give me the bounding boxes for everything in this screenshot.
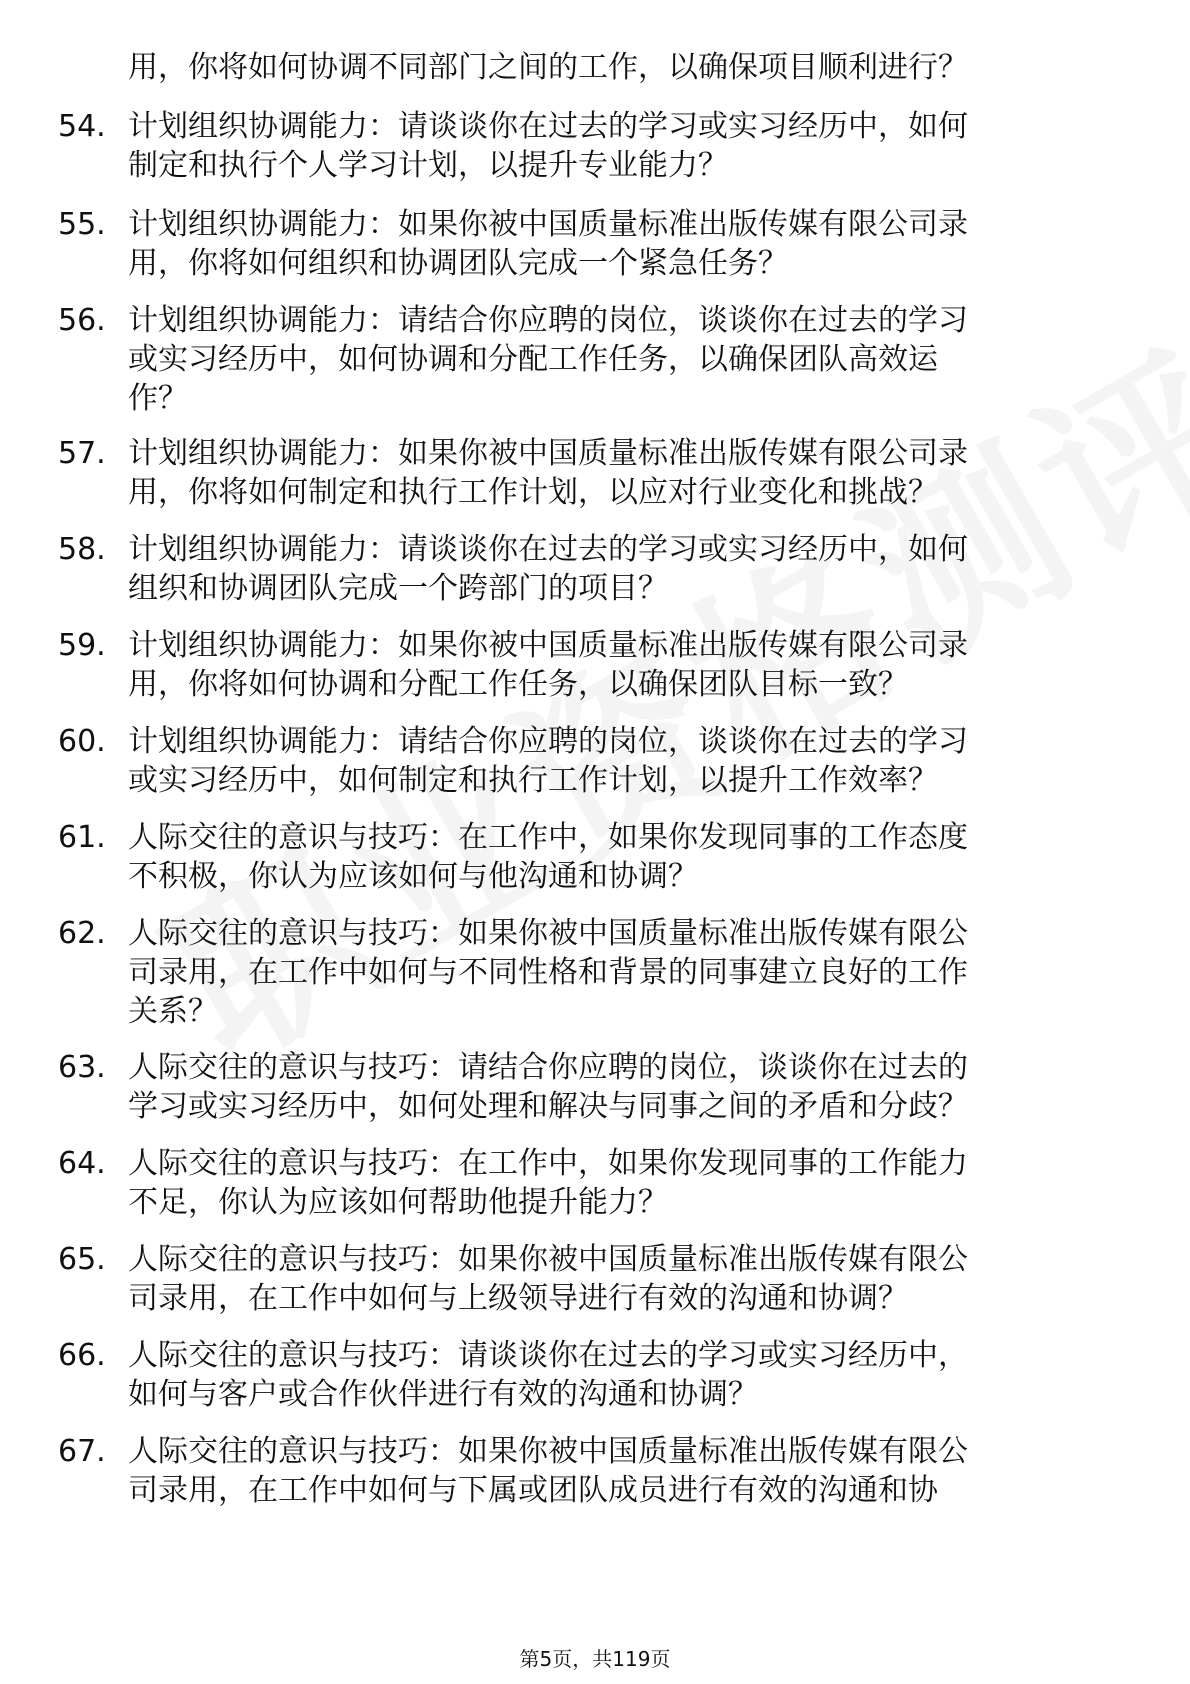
question-line: 用，你将如何协调和分配工作任务，以确保团队目标一致？ bbox=[128, 667, 908, 702]
question-text bbox=[128, 1144, 1118, 1222]
question-line: 不积极，你认为应该如何与他沟通和协调？ bbox=[128, 859, 698, 894]
question-line: 计划组织协调能力：请谈谈你在过去的学习或实习经历中，如何 bbox=[128, 109, 968, 144]
question-text bbox=[128, 818, 1118, 896]
question-line: 组织和协调团队完成一个跨部门的项目？ bbox=[128, 571, 668, 606]
question-line: 司录用，在工作中如何与上级领导进行有效的沟通和协调？ bbox=[128, 1281, 908, 1316]
question-line: 或实习经历中，如何制定和执行工作计划，以提升工作效率？ bbox=[128, 763, 938, 798]
question-line: 学习或实习经历中，如何处理和解决与同事之间的矛盾和分歧？ bbox=[128, 1089, 968, 1124]
question-number: 64. bbox=[58, 1146, 106, 1181]
question-line: 人际交往的意识与技巧：如果你被中国质量标准出版传媒有限公 bbox=[128, 1242, 968, 1277]
question-number: 57. bbox=[58, 436, 106, 471]
question-line: 用，你将如何协调不同部门之间的工作，以确保项目顺利进行？ bbox=[128, 50, 968, 85]
question-line: 人际交往的意识与技巧：在工作中，如果你发现同事的工作能力 bbox=[128, 1146, 968, 1181]
question-line: 司录用，在工作中如何与下属或团队成员进行有效的沟通和协 bbox=[128, 1473, 938, 1508]
question-number: 56. bbox=[58, 303, 106, 338]
question-line: 关系？ bbox=[128, 994, 218, 1029]
question-text bbox=[128, 1432, 1118, 1510]
question-number: 60. bbox=[58, 724, 106, 759]
question-number: 65. bbox=[58, 1242, 106, 1277]
question-line: 不足，你认为应该如何帮助他提升能力？ bbox=[128, 1185, 668, 1220]
question-text bbox=[128, 301, 1118, 418]
question-line: 计划组织协调能力：如果你被中国质量标准出版传媒有限公司录 bbox=[128, 436, 968, 471]
page-footer: 第5页，共119页 bbox=[519, 1647, 671, 1671]
question-line: 计划组织协调能力：请结合你应聘的岗位，谈谈你在过去的学习 bbox=[128, 724, 968, 759]
question-line: 司录用，在工作中如何与不同性格和背景的同事建立良好的工作 bbox=[128, 955, 968, 990]
question-text bbox=[128, 107, 1118, 185]
question-number: 67. bbox=[58, 1434, 106, 1469]
question-line: 如何与客户或合作伙伴进行有效的沟通和协调？ bbox=[128, 1377, 758, 1412]
question-line: 人际交往的意识与技巧：请谈谈你在过去的学习或实习经历中， bbox=[128, 1338, 968, 1373]
question-number: 55. bbox=[58, 207, 106, 242]
question-line: 用，你将如何制定和执行工作计划，以应对行业变化和挑战？ bbox=[128, 475, 938, 510]
question-line: 人际交往的意识与技巧：在工作中，如果你发现同事的工作态度 bbox=[128, 820, 968, 855]
question-number: 66. bbox=[58, 1338, 106, 1373]
question-text bbox=[128, 434, 1118, 512]
question-line: 计划组织协调能力：请谈谈你在过去的学习或实习经历中，如何 bbox=[128, 532, 968, 567]
question-line: 计划组织协调能力：请结合你应聘的岗位，谈谈你在过去的学习 bbox=[128, 303, 968, 338]
question-number: 54. bbox=[58, 109, 106, 144]
question-text bbox=[128, 914, 1118, 1031]
question-line: 人际交往的意识与技巧：请结合你应聘的岗位，谈谈你在过去的 bbox=[128, 1050, 968, 1085]
question-number: 59. bbox=[58, 628, 106, 663]
question-number: 62. bbox=[58, 916, 106, 951]
question-line: 或实习经历中，如何协调和分配工作任务，以确保团队高效运 bbox=[128, 342, 938, 377]
question-text bbox=[128, 722, 1118, 800]
question-text bbox=[128, 1336, 1118, 1414]
question-text bbox=[128, 626, 1118, 704]
question-line: 计划组织协调能力：如果你被中国质量标准出版传媒有限公司录 bbox=[128, 628, 968, 663]
question-line: 用，你将如何组织和协调团队完成一个紧急任务？ bbox=[128, 246, 788, 281]
question-number: 63. bbox=[58, 1050, 106, 1085]
question-line: 计划组织协调能力：如果你被中国质量标准出版传媒有限公司录 bbox=[128, 207, 968, 242]
question-line: 人际交往的意识与技巧：如果你被中国质量标准出版传媒有限公 bbox=[128, 916, 968, 951]
question-text bbox=[128, 530, 1118, 608]
question-line: 制定和执行个人学习计划，以提升专业能力？ bbox=[128, 148, 728, 183]
question-number: 58. bbox=[58, 532, 106, 567]
question-text bbox=[128, 1048, 1118, 1126]
question-line: 作？ bbox=[128, 381, 188, 416]
question-text bbox=[128, 48, 1118, 87]
question-number: 61. bbox=[58, 820, 106, 855]
question-text bbox=[128, 205, 1118, 283]
question-line: 人际交往的意识与技巧：如果你被中国质量标准出版传媒有限公 bbox=[128, 1434, 968, 1469]
question-text bbox=[128, 1240, 1118, 1318]
